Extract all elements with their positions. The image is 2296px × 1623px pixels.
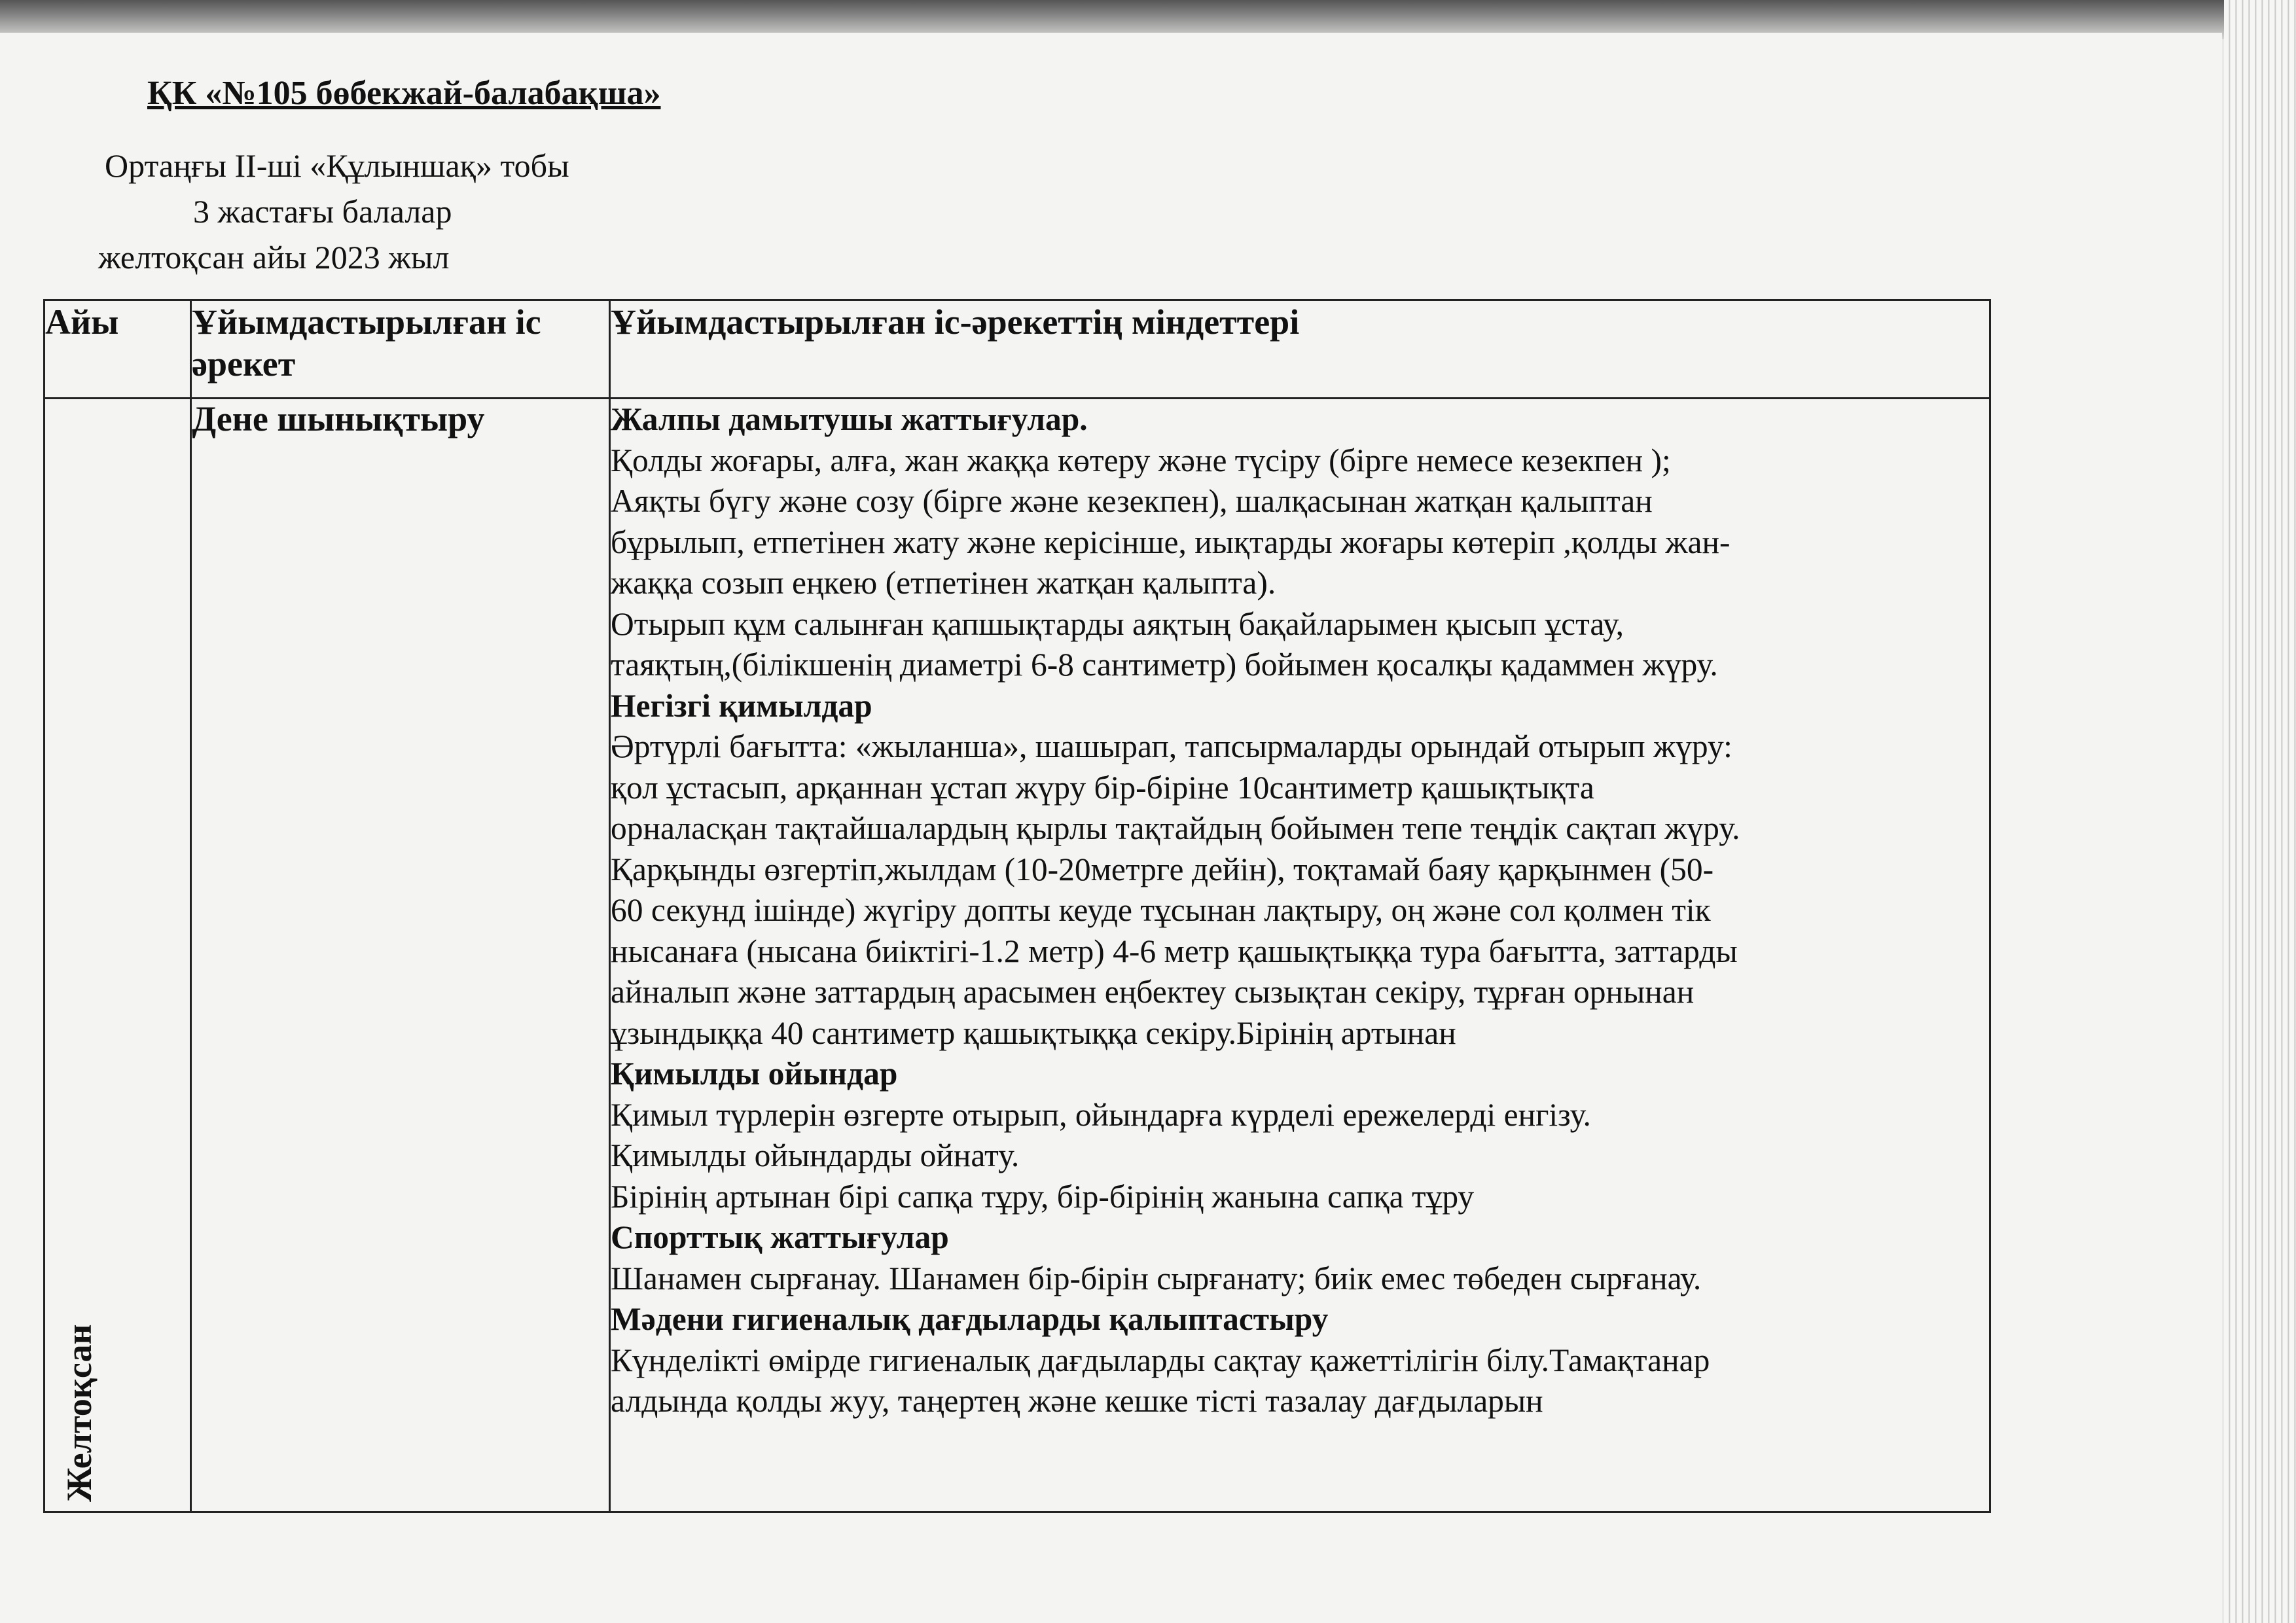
task-line: Шанамен сырғанау. Шанамен бір-бірін сырғанату; биік емес төбеден сырғанау. [611,1260,1702,1296]
task-line: 60 секунд ішінде) жүгіру допты кеуде тұсынан лақтыру, оң және сол қолмен тік [611,892,1711,928]
plan-date: желтоқсан айы 2023 жыл [98,239,450,276]
plan-table [43,299,1991,1513]
task-line: айналып және заттардың арасымен еңбектеу сызықтан секіру, тұрған орнынан [611,974,1695,1010]
table-header-row [45,300,1990,399]
column-header-month: Айы [45,300,191,399]
task-line: нысанаға (нысана биіктігі-1.2 метр) 4-6 метр қашықтыққа тура бағытта, заттарды [611,933,1738,969]
column-header-activity: Ұйымдастырылған іс әрекет [191,300,610,399]
month-cell [45,399,191,1512]
section-heading: Негізгі қимылдар [611,687,872,724]
group-name: Ортаңғы ІІ-ші «Құлыншақ» тобы [105,147,569,184]
column-header-tasks: Ұйымдастырылған іс-әрекеттің міндеттері [610,300,1990,399]
age-group: 3 жастағы балалар [193,193,452,230]
task-line: қол ұстасып, арқаннан ұстап жүру бір-біріне 10сантиметр қашықтықта [611,769,1594,806]
task-line: жаққа созып еңкею (етпетінен жатқан қалыпта). [611,565,1276,601]
activity-cell: Дене шынықтыру [191,399,610,1512]
section-heading: Қимылды ойындар [611,1056,898,1092]
book-page-edges [2224,0,2296,1623]
section-heading: Спорттық жаттығулар [611,1219,949,1255]
task-line: Қимыл түрлерін өзгерте отырып, ойындарға күрделі ережелерді енгізу. [611,1096,1591,1133]
task-line: ұзындыққа 40 сантиметр қашықтыққа секіру.Бірінің артынан [611,1014,1456,1051]
task-line: Қолды жоғары, алға, жан жаққа көтеру және түсіру (бірге немесе кезекпен ); [611,442,1671,478]
task-line: орналасқан тақтайшалардың қырлы тақтайдың бойымен тепе теңдік сақтап жүру. [611,810,1740,846]
task-line: Күнделікті өмірде гигиеналық дағдыларды сақтау қажеттілігін білу.Тамақтанар [611,1342,1710,1378]
task-line: Қарқынды өзгертіп,жылдам (10-20метрге дейін), тоқтамай баяу қарқынмен (50- [611,851,1714,887]
table-row [45,399,1990,1512]
tasks-cell [610,399,1990,1512]
task-line: алдында қолды жуу, таңертең және кешке тісті тазалау дағдыларын [611,1383,1543,1419]
task-line: бұрылып, етпетінен жату және керісінше, иықтарды жоғары көтеріп ,қолды жан- [611,524,1731,560]
task-line: Аяқты бүгу және созу (бірге және кезекпен), шалқасынан жатқан қалыптан [611,483,1653,519]
month-label: Желтоқсан [60,1324,99,1502]
task-line: Әртүрлі бағытта: «жыланша», шашырап, тапсырмаларды орындай отырып жүру: [611,728,1732,764]
organization-name: ҚК «№105 бөбекжай-балабақша» [147,75,661,112]
task-line: Бірінің артынан бірі сапқа тұру, бір-бірінің жанына сапқа тұру [611,1178,1475,1215]
task-line: Отырып құм салынған қапшықтарды аяқтың бақайларымен қысып ұстау, [611,605,1624,642]
task-line: Қимылды ойындарды ойнату. [611,1137,1020,1173]
section-heading: Мәдени гигиеналық дағдыларды қалыптастыру [611,1301,1329,1337]
section-heading: Жалпы дамытушы жаттығулар. [611,401,1088,437]
task-line: таяқтың,(білікшенің диаметрі 6-8 сантиметр) бойымен қосалқы қадаммен жүру. [611,647,1718,683]
